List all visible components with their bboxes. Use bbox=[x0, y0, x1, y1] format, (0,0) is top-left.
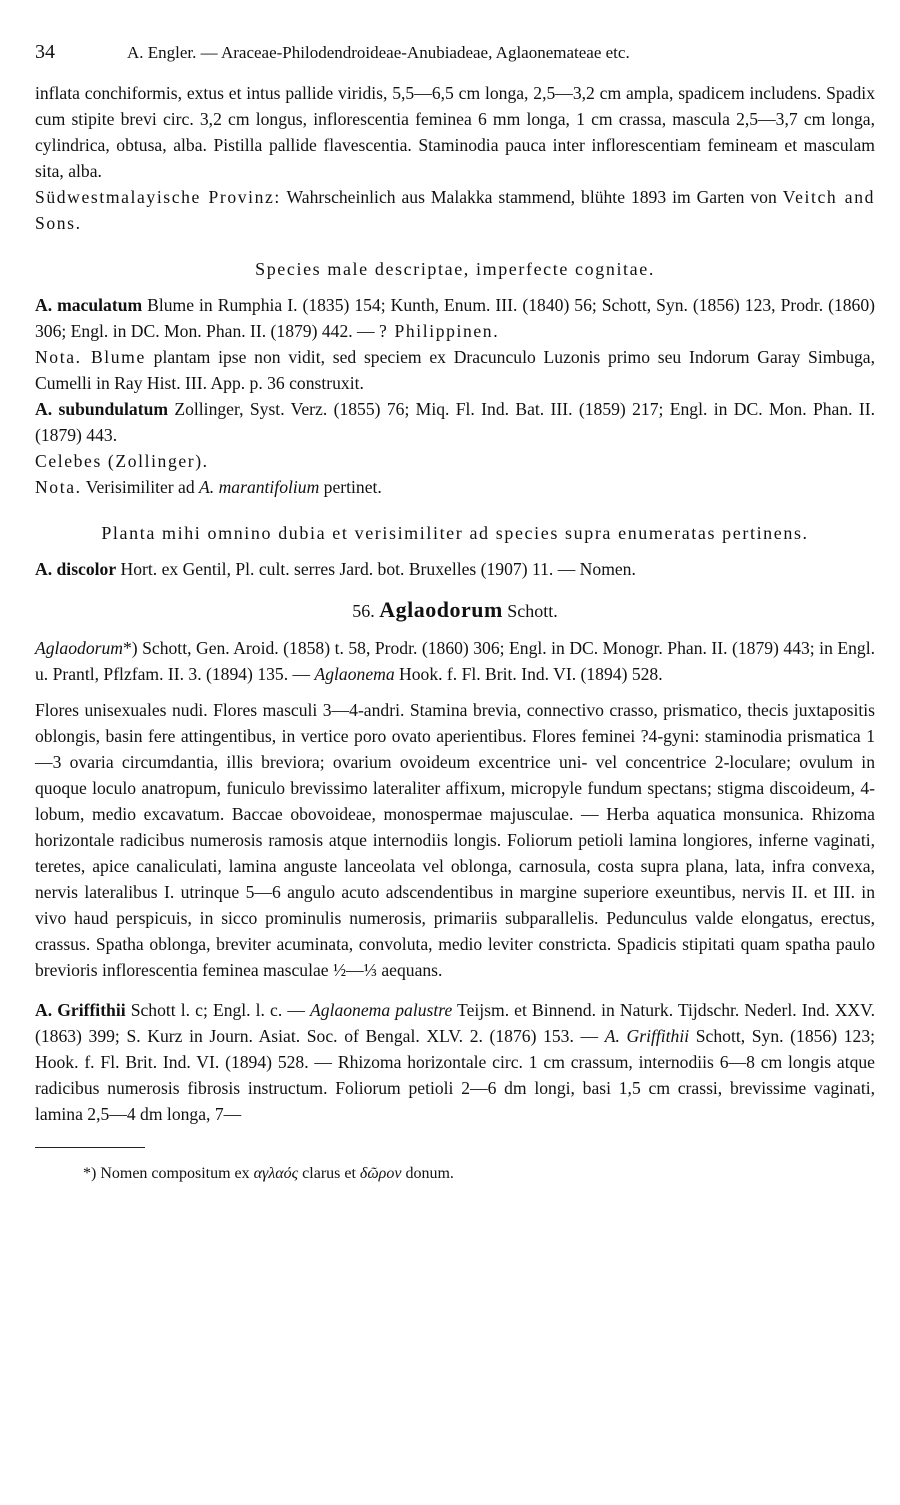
greek-word: αγλαός bbox=[253, 1165, 299, 1182]
species-name: Griffithii bbox=[57, 1000, 126, 1020]
species-name: subundulatum bbox=[58, 399, 169, 419]
section-heading-doubtful: Planta mihi omnino dubia et verisimiliter ad species supra enumeratas pertinens. bbox=[101, 523, 809, 543]
document-page bbox=[35, 38, 875, 1186]
locality: ? Philippinen bbox=[379, 321, 494, 341]
genus-description: Flores unisexuales nudi. Flores masculi 3—4-andri. Stamina brevia, connectivo crasso, prismatico, thecis juxtapositis oblongis, basin fere attingentibus, in vertice poro ovato aperientibus. Flores feminei ?4-gyni: staminodia prismatica 1—3 ovaria circumdantia, illis breviora; ovarium ovoideum excentrice uni- vel concentrice 2-loculare; ovulum in quoque loculo anatropum, funiculo brevissimo lateraliter affixum, micropyle fundum spectans; stigma discoideum, 4-lobum, medio excavatum. Baccae obovoideae, monospermae majusculae. — Herba aquatica monsunica. Rhizoma horizontale radicibus numerosis ramosis atque internodiis longis. Foliorum petioli lamina longiores, inferne vaginati, teretes, apice canaliculati, lamina anguste lanceolata vel oblonga, carnosula, costa supra plana, lata, infra convexa, nervis lateralibus I. utrinque 5—6 angulo acuto adscendentibus in margine superiore exeuntibus, nervis II. et III. in vivo haud perspicuis, in sicco prominulis numerosis, primariis subparallelis. Pedunculus valde elongatus, erectus, crassus. Spatha oblonga, breviter acuminata, convoluta, medio leviter constricta. Spadicis stipitati quam spatha paulo brevioris inflorescentia feminea masculae ½—⅓ aequans. bbox=[35, 700, 875, 980]
page-number: 34 bbox=[35, 41, 55, 63]
species-entry-maculatum: A. maculatum Blume in Rumphia I. (1835) 154; Kunth, Enum. III. (1840) 56; Schott, Syn. (1856) 123, Prodr. (1860) 306; Engl. in DC. Mon. Phan. II. (1879) 442. — ? Philippinen. bbox=[35, 295, 875, 341]
species-entry-griffithii: A. Griffithii Schott l. c; Engl. l. c. — Aglaonema palustre Teijsm. et Binnend. in Naturk. Tijdschr. Nederl. Ind. XXV. (1863) 399; S. Kurz in Journ. Asiat. Soc. of Bengal. XLV. 2. (1876) 153. — A. Griffithii Schott, Syn. (1856) 123; Hook. f. Fl. Brit. Ind. VI. (1894) 528. — Rhizoma horizontale circ. 1 cm crassum, internodiis 6—8 cm longis atque radicibus numerosis fibrosis instructum. Foliorum petioli 2—6 dm longi, basi 1,5 cm crassi, brevissime vaginati, lamina 2,5—4 dm longa, 7— bbox=[35, 1000, 875, 1124]
description-continuation: inflata conchiformis, extus et intus pallide viridis, 5,5—6,5 cm longa, 2,5—3,2 cm ampla, spadicem includens. Spadix cum stipite brevi circ. 3,2 cm longus, inflorescentia feminea 6 mm longa, 1 cm crassa, mascula 2,5—3,7 cm longa, cylindrica, obtusa, alba. Pistilla pallide flavescentia. Staminodia pauca inter inflorescentiam femineam et masculam sita, alba. bbox=[35, 83, 875, 181]
greek-word: δῶρον bbox=[359, 1165, 402, 1182]
region-name: Südwestmalayische Provinz: bbox=[35, 187, 281, 207]
running-title: A. Engler. — Araceae-Philodendroideae-Anubiadeae, Aglaonemateae etc. bbox=[127, 43, 630, 62]
genus-heading: 56. Aglaodorum Schott. bbox=[352, 597, 558, 622]
nota-subundulatum: Nota. Verisimiliter ad A. marantifolium pertinet. bbox=[35, 477, 382, 497]
running-header bbox=[35, 38, 875, 66]
distribution-paragraph: Südwestmalayische Provinz: Wahrscheinlich aus Malakka stammend, blühte 1893 im Garten von Veitch and Sons. bbox=[35, 187, 876, 233]
species-entry-subundulatum: A. subundulatum Zollinger, Syst. Verz. (1855) 76; Miq. Fl. Ind. Bat. III. (1859) 217; Engl. in DC. Mon. Phan. II. (1879) 443. Celebes (Zollinger). bbox=[35, 399, 875, 471]
footnote: *) Nomen compositum ex αγλαός clarus et δῶρον donum. bbox=[83, 1165, 454, 1182]
firm-name: Veitch and Sons bbox=[35, 187, 876, 233]
species-name: maculatum bbox=[57, 295, 143, 315]
locality: Celebes (Zollinger). bbox=[35, 451, 209, 471]
genus-number: 56. bbox=[352, 601, 375, 621]
genus-name: Aglaodorum bbox=[379, 597, 503, 622]
species-name: discolor bbox=[56, 559, 117, 579]
genus-synonymy: Aglaodorum*) Schott, Gen. Aroid. (1858) t. 58, Prodr. (1860) 306; Engl. in DC. Monogr. Phan. II. (1879) 443; in Engl. u. Prantl, Pflzfam. II. 3. (1894) 135. — Aglaonema Hook. f. Fl. Brit. Ind. VI. (1894) 528. bbox=[35, 638, 875, 684]
nota-maculatum: Nota. Blume plantam ipse non vidit, sed speciem ex Dracunculo Luzonis primo seu Indorum Garay Simbuga, Cumelli in Ray Hist. III. App. p. 36 construxit. bbox=[35, 347, 876, 393]
species-entry-discolor: A. discolor Hort. ex Gentil, Pl. cult. serres Jard. bot. Bruxelles (1907) 11. — Nomen. bbox=[35, 559, 636, 579]
footnote-reference: *) bbox=[122, 638, 138, 658]
section-heading-imperfect: Species male descriptae, imperfecte cognitae. bbox=[255, 259, 655, 279]
